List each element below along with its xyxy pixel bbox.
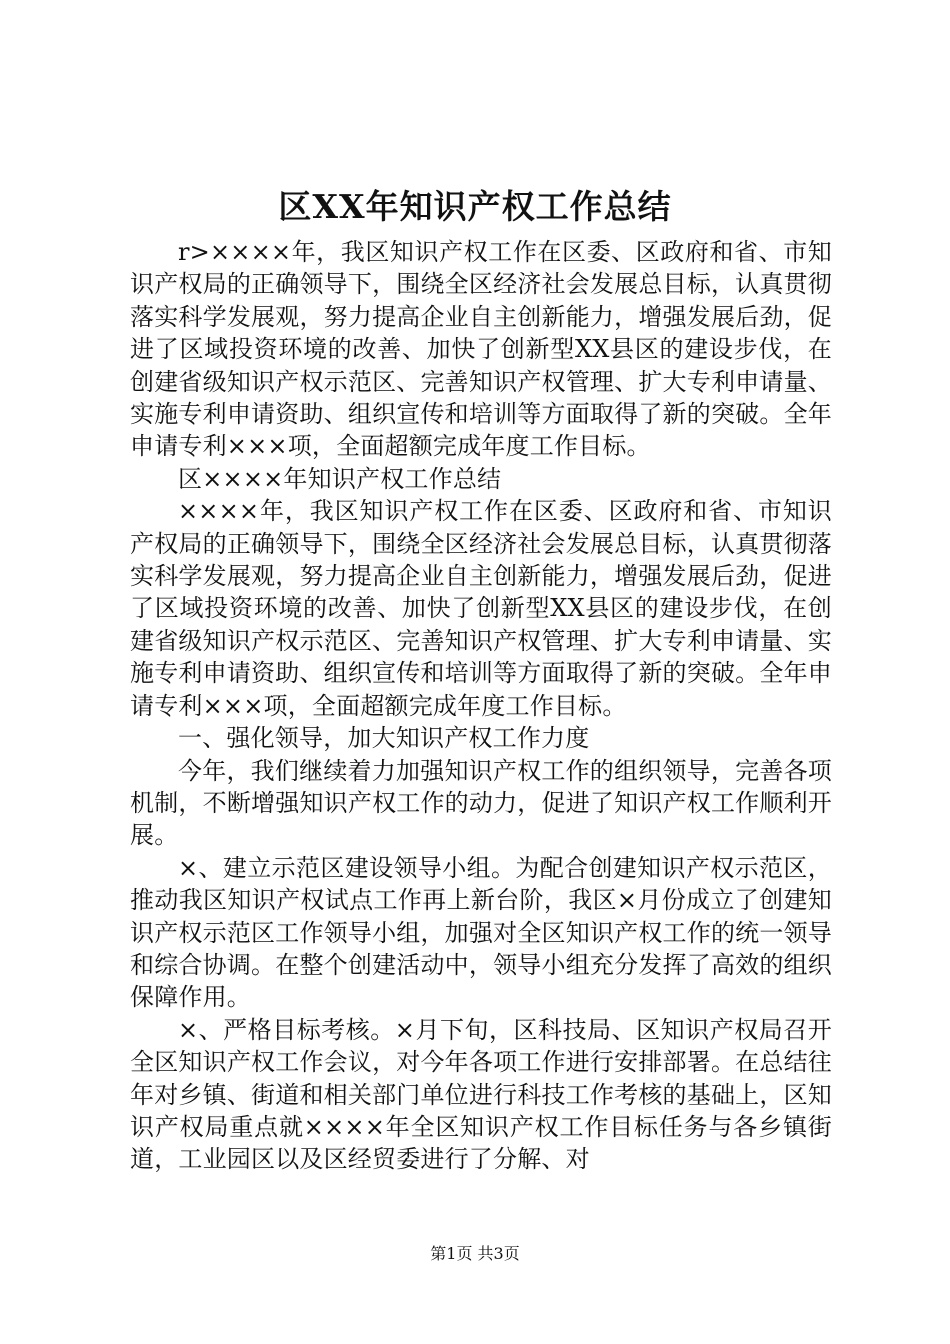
paragraph-summary: ××××年，我区知识产权工作在区委、区政府和省、市知识产权局的正确领导下，围绕全区经济社会发展总目标，认真贯彻落实科学发展观，努力提高企业自主创新能力，增强发展后劲，促进了区域投资环境的改善、加快了创新型XX县区的建设步伐，在创建省级知识产权示范区、完善知识产权管理、扩大专利申请量、实施专利申请资助、组织宣传和培训等方面取得了新的突破。全年申请专利×××项，全面超额完成年度工作目标。 [130, 497, 832, 720]
section-heading-leadership: 一、强化领导，加大知识产权工作力度 [178, 724, 590, 753]
document-title: 区XX年知识产权工作总结 [278, 187, 672, 226]
page-footer: 第1页 共3页 [430, 1244, 520, 1263]
paragraph-subtitle: 区××××年知识产权工作总结 [178, 464, 502, 493]
paragraph-intro: r>××××年，我区知识产权工作在区委、区政府和省、市知识产权局的正确领导下，围绕全区经济社会发展总目标，认真贯彻落实科学发展观，努力提高企业自主创新能力，增强发展后劲，促进了区域投资环境的改善、加快了创新型XX县区的建设步伐，在创建省级知识产权示范区、完善知识产权管理、扩大专利申请量、实施专利申请资助、组织宣传和培训等方面取得了新的突破。全年申请专利×××项，全面超额完成年度工作目标。 [130, 238, 832, 461]
paragraph-leadership: 今年，我们继续着力加强知识产权工作的组织领导，完善各项机制，不断增强知识产权工作的动力，促进了知识产权工作顺利开展。 [130, 756, 832, 850]
paragraph-target-assessment: ×、严格目标考核。×月下旬，区科技局、区知识产权局召开全区知识产权工作会议，对今年各项工作进行安排部署。在总结往年对乡镇、街道和相关部门单位进行科技工作考核的基础上，区知识产权局重点就××××年全区知识产权工作目标任务与各乡镇街道，工业园区以及区经贸委进行了分解、对 [130, 1015, 832, 1174]
document-body [130, 236, 832, 1176]
paragraph-demo-zone-group: ×、建立示范区建设领导小组。为配合创建知识产权示范区，推动我区知识产权试点工作再上新台阶，我区×月份成立了创建知识产权示范区工作领导小组，加强对全区知识产权工作的统一领导和综合协调。在整个创建活动中，领导小组充分发挥了高效的组织保障作用。 [130, 853, 832, 1012]
